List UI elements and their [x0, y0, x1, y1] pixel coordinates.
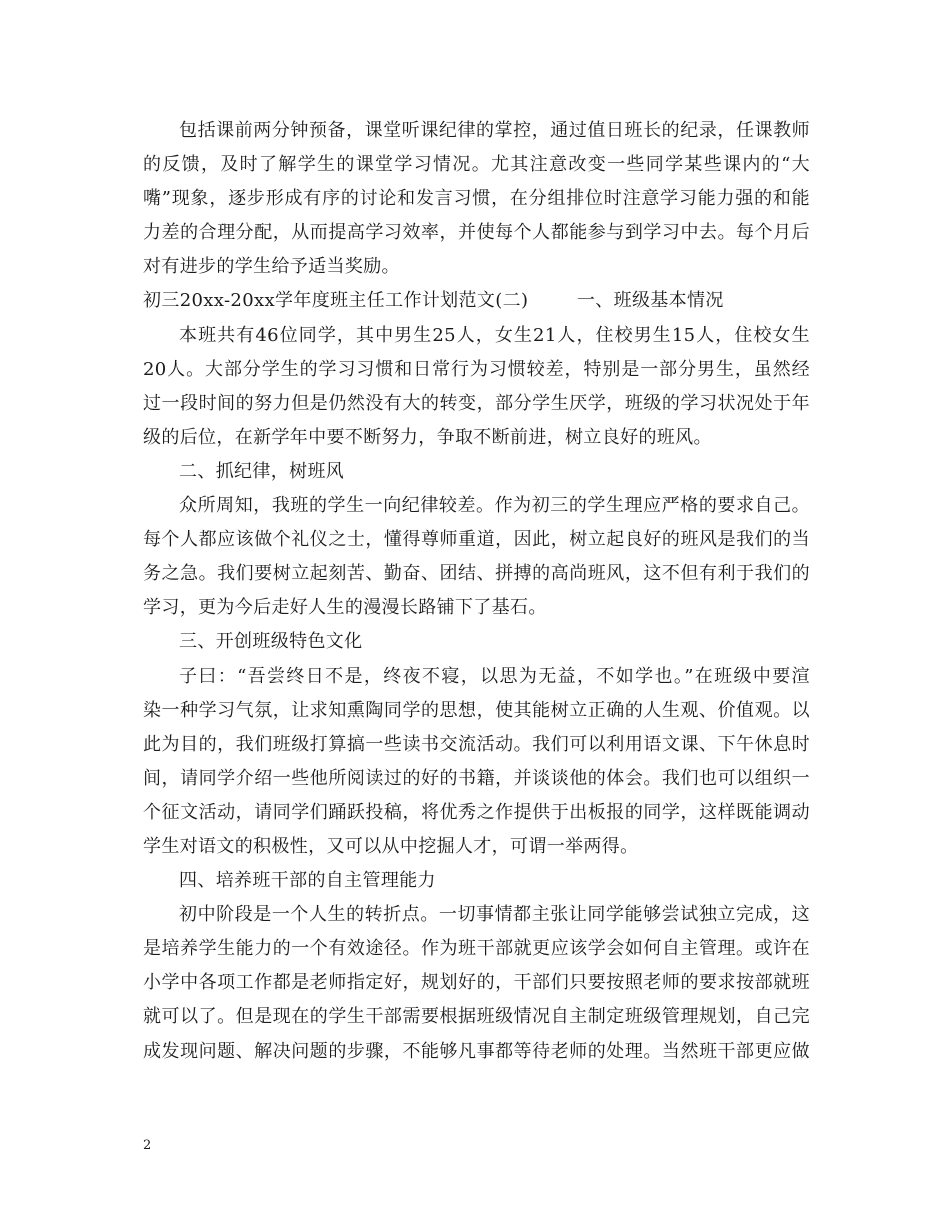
section-heading: 三、开创班级特色文化: [179, 631, 363, 653]
document-heading: 初三20xx-20xx学年度班主任工作计划范文(二) 一、班级基本情况: [143, 290, 724, 312]
text-line: 子曰：“吾尝终日不是，终夜不寝，以思为无益，不如学也。”在班级中要渲: [179, 665, 810, 687]
text-line: 学习，更为今后走好人生的漫漫长路铺下了基石。: [143, 597, 547, 619]
text-line: 每个人都应该做个礼仪之士，懂得尊师重道，因此，树立起良好的班风是我们的当: [143, 529, 810, 551]
text-line: 嘴”现象，逐步形成有序的讨论和发言习惯，在分组排位时注意学习能力强的和能: [143, 188, 810, 210]
text-line: 初中阶段是一个人生的转折点。一切事情都主张让同学能够尝试独立完成，这: [179, 904, 810, 926]
text-line: 过一段时间的努力但是仍然没有大的转变，部分学生厌学，班级的学习状况处于年: [143, 392, 810, 414]
text-line: 20人。大部分学生的学习习惯和日常行为习惯较差，特别是一部分男生，虽然经: [143, 358, 810, 380]
section-heading: 二、抓纪律，树班风: [179, 460, 345, 482]
text-line: 务之急。我们要树立起刻苦、勤奋、团结、拼搏的高尚班风，这不但有利于我们的: [143, 563, 810, 585]
text-line: 小学中各项工作都是老师指定好，规划好的，干部们只要按照老师的要求按部就班: [143, 972, 810, 994]
section-heading: 四、培养班干部的自主管理能力: [179, 870, 436, 892]
text-line: 成发现问题、解决问题的步骤，不能够凡事都等待老师的处理。当然班干部更应做: [143, 1040, 810, 1062]
text-line: 个征文活动，请同学们踊跃投稿，将优秀之作提供于出板报的同学，这样既能调动: [143, 801, 810, 823]
text-line: 间，请同学介绍一些他所阅读过的好的书籍，并谈谈他的体会。我们也可以组织一: [143, 767, 810, 789]
text-line: 此为目的，我们班级打算搞一些读书交流活动。我们可以利用语文课、下午休息时: [143, 733, 810, 755]
text-line: 包括课前两分钟预备，课堂听课纪律的掌控，通过值日班长的纪录，任课教师: [179, 120, 810, 141]
page-number: 2: [143, 1138, 152, 1153]
text-line: 众所周知，我班的学生一向纪律较差。作为初三的学生理应严格的要求自己。: [179, 495, 810, 517]
text-line: 本班共有46位同学，其中男生25人，女生21人，住校男生15人，住校女生: [179, 324, 810, 346]
text-line: 对有进步的学生给予适当奖励。: [143, 256, 400, 278]
text-line: 力差的合理分配，从而提高学习效率，并使每个人都能参与到学习中去。每个月后: [143, 222, 810, 244]
text-line: 染一种学习气氛，让求知熏陶同学的思想，使其能树立正确的人生观、价值观。以: [143, 699, 810, 721]
text-line: 学生对语文的积极性，又可以从中挖掘人才，可谓一举两得。: [143, 835, 639, 857]
text-line: 是培养学生能力的一个有效途径。作为班干部就更应该学会如何自主管理。或许在: [143, 938, 810, 960]
text-line: 就可以了。但是现在的学生干部需要根据班级情况自主制定班级管理规划，自己完: [143, 1006, 810, 1028]
text-line: 的反馈，及时了解学生的课堂学习情况。尤其注意改变一些同学某些课内的“大: [143, 154, 810, 176]
text-line: 级的后位，在新学年中要不断努力，争取不断前进，树立良好的班风。: [143, 426, 712, 448]
document-body: [143, 114, 810, 1069]
